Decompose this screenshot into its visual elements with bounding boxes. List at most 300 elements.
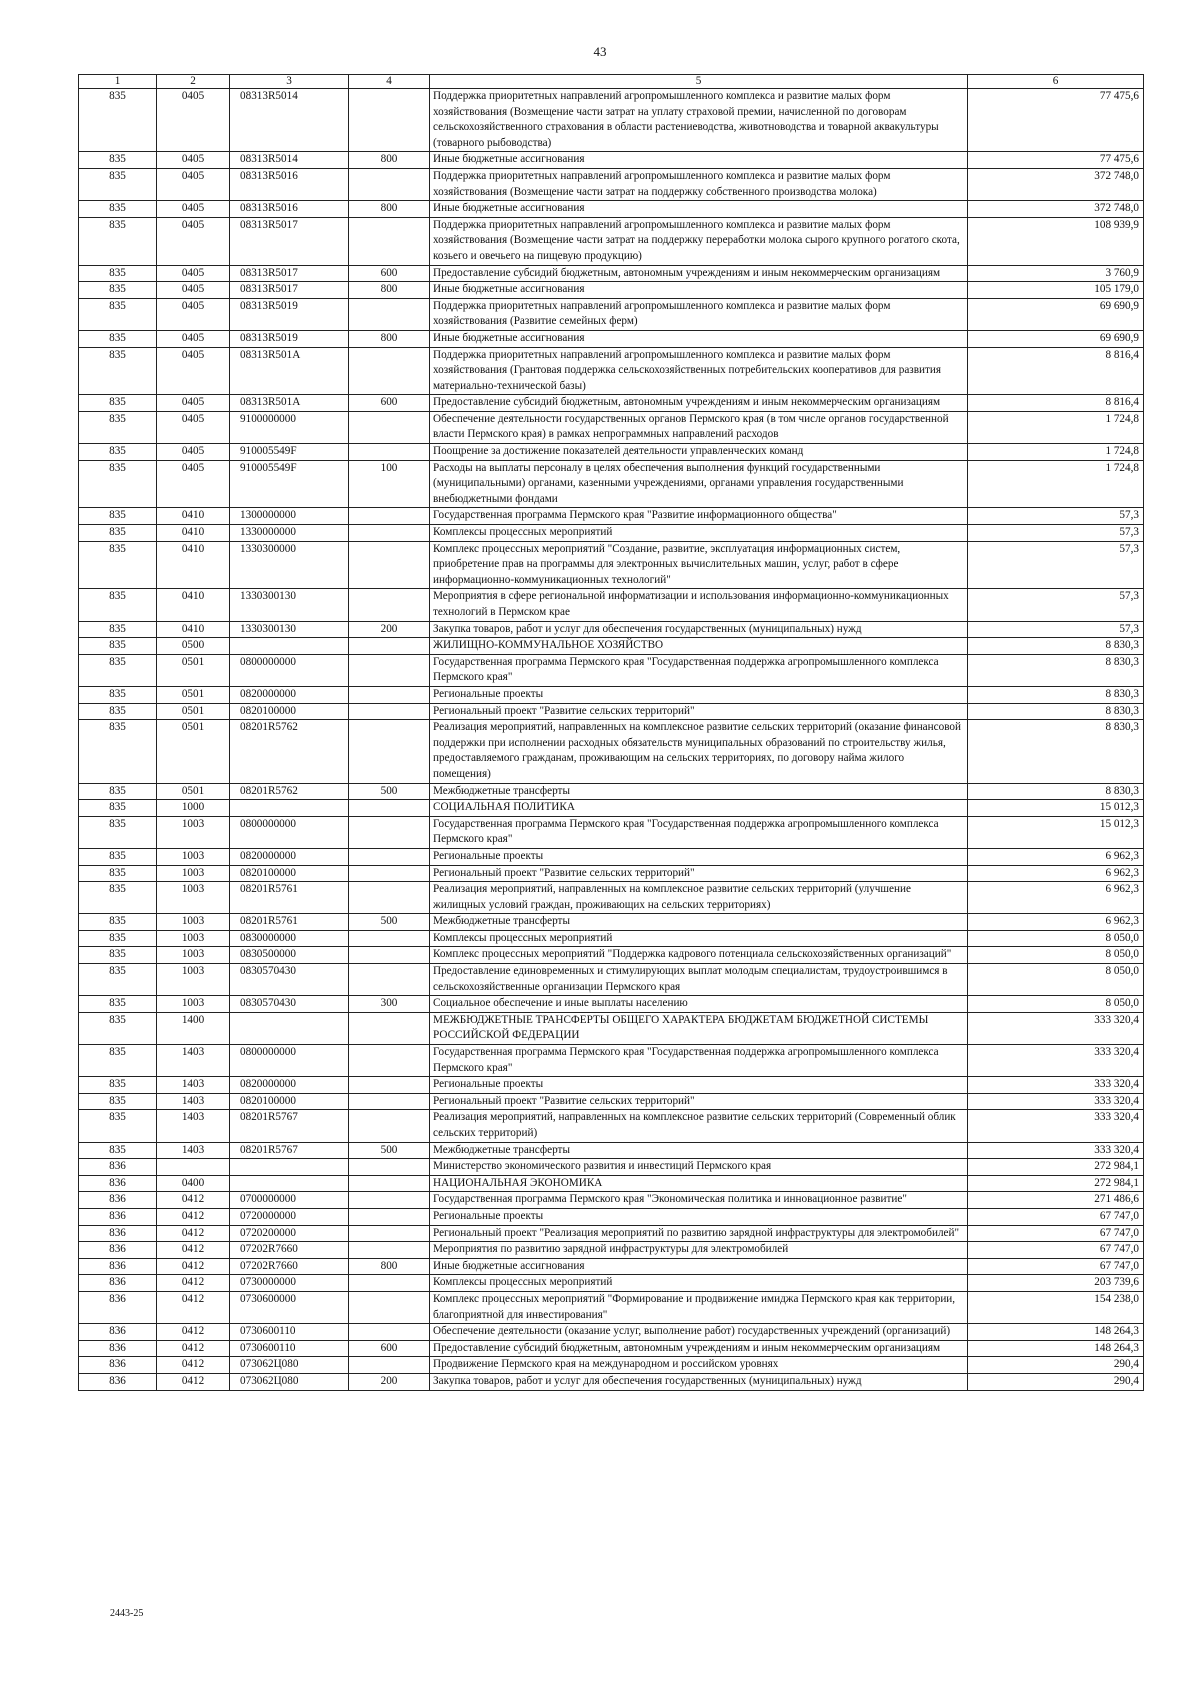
amount-cell: 1 724,8 [968, 411, 1144, 443]
ministry-code-cell: 836 [79, 1357, 157, 1374]
table-row [79, 848, 1144, 865]
column-number-row [79, 75, 1144, 89]
ministry-code-cell: 836 [79, 1373, 157, 1390]
description-cell: Региональные проекты [430, 1208, 968, 1225]
description-cell: Иные бюджетные ассигнования [430, 330, 968, 347]
target-code-cell: 073062Ц080 [230, 1357, 349, 1374]
table-row [79, 1324, 1144, 1341]
column-header: 6 [968, 75, 1144, 89]
description-cell: Комплексы процессных мероприятий [430, 930, 968, 947]
table-row [79, 168, 1144, 200]
table-body [79, 89, 1144, 1391]
section-code-cell: 0405 [157, 298, 230, 330]
expense-type-cell [349, 508, 430, 525]
amount-cell: 271 486,6 [968, 1192, 1144, 1209]
target-code-cell: 0820100000 [230, 1093, 349, 1110]
table-row [79, 914, 1144, 931]
target-code-cell: 910005549F [230, 460, 349, 508]
table-row [79, 1208, 1144, 1225]
amount-cell: 67 747,0 [968, 1242, 1144, 1259]
amount-cell: 333 320,4 [968, 1110, 1144, 1142]
expense-type-cell: 600 [349, 1340, 430, 1357]
target-code-cell: 08313R501A [230, 347, 349, 395]
section-code-cell: 0405 [157, 201, 230, 218]
table-row [79, 638, 1144, 655]
page-number: 43 [593, 44, 607, 59]
description-cell: Мероприятия в сфере региональной информатизации и использования информационно-коммуникационных технологий в Пермском крае [430, 589, 968, 621]
section-code-cell: 1400 [157, 1012, 230, 1044]
target-code-cell: 0830570430 [230, 964, 349, 996]
ministry-code-cell: 836 [79, 1291, 157, 1323]
expense-type-cell: 500 [349, 1142, 430, 1159]
description-cell: Межбюджетные трансферты [430, 914, 968, 931]
ministry-code-cell: 836 [79, 1275, 157, 1292]
section-code-cell: 0405 [157, 347, 230, 395]
section-code-cell: 0400 [157, 1175, 230, 1192]
section-code-cell: 0410 [157, 508, 230, 525]
target-code-cell: 0730600110 [230, 1340, 349, 1357]
description-cell: Иные бюджетные ассигнования [430, 282, 968, 299]
ministry-code-cell: 835 [79, 816, 157, 848]
amount-cell: 372 748,0 [968, 168, 1144, 200]
table-row [79, 1175, 1144, 1192]
expense-type-cell [349, 1077, 430, 1094]
ministry-code-cell: 835 [79, 525, 157, 542]
amount-cell: 272 984,1 [968, 1175, 1144, 1192]
ministry-code-cell: 835 [79, 298, 157, 330]
amount-cell: 6 962,3 [968, 848, 1144, 865]
expense-type-cell [349, 1208, 430, 1225]
expense-type-cell [349, 703, 430, 720]
ministry-code-cell: 836 [79, 1225, 157, 1242]
section-code-cell: 0405 [157, 282, 230, 299]
ministry-code-cell: 836 [79, 1175, 157, 1192]
amount-cell: 108 939,9 [968, 217, 1144, 265]
description-cell: Поощрение за достижение показателей деятельности управленческих команд [430, 444, 968, 461]
description-cell: Предоставление субсидий бюджетным, автономным учреждениям и иным некоммерческим организациям [430, 1340, 968, 1357]
amount-cell: 8 050,0 [968, 964, 1144, 996]
table-row [79, 800, 1144, 817]
table-row [79, 89, 1144, 152]
target-code-cell: 0820100000 [230, 703, 349, 720]
target-code-cell: 0820000000 [230, 1077, 349, 1094]
table-row [79, 816, 1144, 848]
table-row [79, 947, 1144, 964]
expense-type-cell: 800 [349, 282, 430, 299]
budget-table [78, 74, 1144, 1391]
section-code-cell: 1003 [157, 930, 230, 947]
description-cell: Реализация мероприятий, направленных на комплексное развитие сельских территорий (Современный облик сельских территорий) [430, 1110, 968, 1142]
description-cell: Государственная программа Пермского края "Государственная поддержка агропромышленного комплекса Пермского края" [430, 816, 968, 848]
description-cell: Региональный проект "Развитие сельских территорий" [430, 703, 968, 720]
target-code-cell: 1330300130 [230, 621, 349, 638]
section-code-cell [157, 1159, 230, 1176]
table-row [79, 460, 1144, 508]
expense-type-cell [349, 525, 430, 542]
target-code-cell: 1330000000 [230, 525, 349, 542]
table-row [79, 525, 1144, 542]
target-code-cell: 1330300000 [230, 541, 349, 589]
column-header: 4 [349, 75, 430, 89]
table-row [79, 1357, 1144, 1374]
description-cell: Обеспечение деятельности (оказание услуг, выполнение работ) государственных учреждений (организаций) [430, 1324, 968, 1341]
ministry-code-cell: 835 [79, 783, 157, 800]
description-cell: Предоставление субсидий бюджетным, автономным учреждениям и иным некоммерческим организациям [430, 395, 968, 412]
table-row [79, 654, 1144, 686]
table-row [79, 217, 1144, 265]
amount-cell: 333 320,4 [968, 1012, 1144, 1044]
amount-cell: 57,3 [968, 541, 1144, 589]
target-code-cell: 08313R5019 [230, 330, 349, 347]
target-code-cell [230, 1175, 349, 1192]
amount-cell: 333 320,4 [968, 1093, 1144, 1110]
ministry-code-cell: 835 [79, 996, 157, 1013]
section-code-cell: 1003 [157, 947, 230, 964]
expense-type-cell [349, 1045, 430, 1077]
section-code-cell: 0410 [157, 525, 230, 542]
target-code-cell: 08201R5762 [230, 783, 349, 800]
section-code-cell: 0412 [157, 1373, 230, 1390]
target-code-cell: 08201R5762 [230, 720, 349, 783]
section-code-cell: 0405 [157, 265, 230, 282]
table-row [79, 1373, 1144, 1390]
expense-type-cell [349, 964, 430, 996]
ministry-code-cell: 835 [79, 964, 157, 996]
ministry-code-cell: 835 [79, 444, 157, 461]
amount-cell: 6 962,3 [968, 865, 1144, 882]
amount-cell: 67 747,0 [968, 1258, 1144, 1275]
section-code-cell: 1003 [157, 865, 230, 882]
description-cell: Поддержка приоритетных направлений агропромышленного комплекса и развитие малых форм хозяйствования (Развитие семейных ферм) [430, 298, 968, 330]
description-cell: НАЦИОНАЛЬНАЯ ЭКОНОМИКА [430, 1175, 968, 1192]
section-code-cell: 0405 [157, 460, 230, 508]
table-row [79, 865, 1144, 882]
ministry-code-cell: 835 [79, 282, 157, 299]
ministry-code-cell: 835 [79, 686, 157, 703]
expense-type-cell: 800 [349, 330, 430, 347]
ministry-code-cell: 835 [79, 265, 157, 282]
table-row [79, 298, 1144, 330]
ministry-code-cell: 835 [79, 589, 157, 621]
expense-type-cell [349, 1242, 430, 1259]
section-code-cell: 0412 [157, 1242, 230, 1259]
column-header: 5 [430, 75, 968, 89]
expense-type-cell: 100 [349, 460, 430, 508]
amount-cell: 272 984,1 [968, 1159, 1144, 1176]
amount-cell: 148 264,3 [968, 1324, 1144, 1341]
expense-type-cell [349, 800, 430, 817]
table-row [79, 882, 1144, 914]
amount-cell: 290,4 [968, 1373, 1144, 1390]
target-code-cell: 0800000000 [230, 1045, 349, 1077]
expense-type-cell: 600 [349, 395, 430, 412]
amount-cell: 8 050,0 [968, 996, 1144, 1013]
section-code-cell: 1403 [157, 1077, 230, 1094]
section-code-cell: 0405 [157, 89, 230, 152]
table-row [79, 1077, 1144, 1094]
expense-type-cell [349, 1159, 430, 1176]
table-row [79, 1159, 1144, 1176]
target-code-cell [230, 800, 349, 817]
description-cell: Обеспечение деятельности государственных органов Пермского края (в том числе органов государственной власти Пермского края) в рамках непрограммных направлений расходов [430, 411, 968, 443]
description-cell: Государственная программа Пермского края "Развитие информационного общества" [430, 508, 968, 525]
amount-cell: 77 475,6 [968, 89, 1144, 152]
target-code-cell: 0820100000 [230, 865, 349, 882]
ministry-code-cell: 835 [79, 1077, 157, 1094]
amount-cell: 6 962,3 [968, 882, 1144, 914]
target-code-cell: 08313R5019 [230, 298, 349, 330]
description-cell: Предоставление единовременных и стимулирующих выплат молодым специалистам, трудоустроившимся в сельскохозяйственные организации Пермского края [430, 964, 968, 996]
section-code-cell: 0405 [157, 168, 230, 200]
expense-type-cell [349, 1225, 430, 1242]
amount-cell: 290,4 [968, 1357, 1144, 1374]
amount-cell: 8 830,3 [968, 686, 1144, 703]
expense-type-cell [349, 720, 430, 783]
ministry-code-cell: 835 [79, 914, 157, 931]
amount-cell: 1 724,8 [968, 460, 1144, 508]
expense-type-cell [349, 444, 430, 461]
amount-cell: 333 320,4 [968, 1045, 1144, 1077]
amount-cell: 77 475,6 [968, 152, 1144, 169]
expense-type-cell [349, 541, 430, 589]
description-cell: Реализация мероприятий, направленных на комплексное развитие сельских территорий (улучшение жилищных условий граждан, проживающих на сельских территориях) [430, 882, 968, 914]
target-code-cell: 0830570430 [230, 996, 349, 1013]
target-code-cell: 07202R7660 [230, 1258, 349, 1275]
target-code-cell: 08313R501A [230, 395, 349, 412]
table-row [79, 282, 1144, 299]
amount-cell: 203 739,6 [968, 1275, 1144, 1292]
table-row [79, 265, 1144, 282]
section-code-cell: 0412 [157, 1258, 230, 1275]
ministry-code-cell: 835 [79, 638, 157, 655]
ministry-code-cell: 835 [79, 347, 157, 395]
description-cell: Комплекс процессных мероприятий "Поддержка кадрового потенциала сельскохозяйственных организаций" [430, 947, 968, 964]
amount-cell: 3 760,9 [968, 265, 1144, 282]
expense-type-cell: 300 [349, 996, 430, 1013]
expense-type-cell [349, 848, 430, 865]
section-code-cell: 0410 [157, 541, 230, 589]
table-row [79, 541, 1144, 589]
section-code-cell: 0405 [157, 152, 230, 169]
description-cell: Реализация мероприятий, направленных на комплексное развитие сельских территорий (оказание финансовой поддержки при исполнении расходных обязательств муниципальных образований по строительству жилья, предоставляемого гражданам, проживающим на сельских территориях, по договору найма жилого помещения) [430, 720, 968, 783]
target-code-cell: 9100000000 [230, 411, 349, 443]
amount-cell: 372 748,0 [968, 201, 1144, 218]
section-code-cell: 0412 [157, 1208, 230, 1225]
amount-cell: 69 690,9 [968, 330, 1144, 347]
column-header: 2 [157, 75, 230, 89]
section-code-cell: 0501 [157, 654, 230, 686]
amount-cell: 8 830,3 [968, 638, 1144, 655]
ministry-code-cell: 835 [79, 152, 157, 169]
table-row [79, 444, 1144, 461]
section-code-cell: 0405 [157, 217, 230, 265]
ministry-code-cell: 835 [79, 621, 157, 638]
ministry-code-cell: 835 [79, 882, 157, 914]
section-code-cell: 1403 [157, 1093, 230, 1110]
table-row [79, 1242, 1144, 1259]
target-code-cell [230, 1159, 349, 1176]
amount-cell: 57,3 [968, 589, 1144, 621]
expense-type-cell [349, 168, 430, 200]
description-cell: Комплексы процессных мероприятий [430, 1275, 968, 1292]
expense-type-cell [349, 1175, 430, 1192]
expense-type-cell [349, 1324, 430, 1341]
document-code: 2443-25 [110, 1608, 144, 1619]
ministry-code-cell: 835 [79, 1110, 157, 1142]
target-code-cell: 08313R5017 [230, 217, 349, 265]
ministry-code-cell: 836 [79, 1258, 157, 1275]
expense-type-cell: 500 [349, 914, 430, 931]
target-code-cell: 08201R5767 [230, 1110, 349, 1142]
description-cell: Комплекс процессных мероприятий "Формирование и продвижение имиджа Пермского края как территории, благоприятной для инвестирования" [430, 1291, 968, 1323]
description-cell: Региональный проект "Развитие сельских территорий" [430, 865, 968, 882]
target-code-cell: 08313R5016 [230, 168, 349, 200]
table-row [79, 1258, 1144, 1275]
target-code-cell: 0730600000 [230, 1291, 349, 1323]
description-cell: Государственная программа Пермского края "Экономическая политика и инновационное развитие" [430, 1192, 968, 1209]
description-cell: Региональный проект "Реализация мероприятий по развитию зарядной инфраструктуры для электромобилей" [430, 1225, 968, 1242]
target-code-cell: 0720000000 [230, 1208, 349, 1225]
table-row [79, 703, 1144, 720]
description-cell: Продвижение Пермского края на международном и российском уровнях [430, 1357, 968, 1374]
table-row [79, 930, 1144, 947]
table-row [79, 1110, 1144, 1142]
table-row [79, 508, 1144, 525]
description-cell: Поддержка приоритетных направлений агропромышленного комплекса и развитие малых форм хозяйствования (Грантовая поддержка сельскохозяйственных потребительских кооперативов для развития материально-технической базы) [430, 347, 968, 395]
description-cell: Межбюджетные трансферты [430, 783, 968, 800]
ministry-code-cell: 835 [79, 654, 157, 686]
target-code-cell: 0730600110 [230, 1324, 349, 1341]
section-code-cell: 1003 [157, 914, 230, 931]
description-cell: Иные бюджетные ассигнования [430, 152, 968, 169]
column-header: 3 [230, 75, 349, 89]
target-code-cell: 0720200000 [230, 1225, 349, 1242]
amount-cell: 105 179,0 [968, 282, 1144, 299]
expense-type-cell [349, 411, 430, 443]
amount-cell: 8 830,3 [968, 783, 1144, 800]
section-code-cell: 0412 [157, 1225, 230, 1242]
section-code-cell: 0501 [157, 720, 230, 783]
expense-type-cell [349, 347, 430, 395]
description-cell: Иные бюджетные ассигнования [430, 1258, 968, 1275]
table-row [79, 1225, 1144, 1242]
section-code-cell: 0410 [157, 589, 230, 621]
target-code-cell: 0800000000 [230, 654, 349, 686]
section-code-cell: 1003 [157, 882, 230, 914]
amount-cell: 67 747,0 [968, 1208, 1144, 1225]
target-code-cell: 1300000000 [230, 508, 349, 525]
expense-type-cell: 600 [349, 265, 430, 282]
description-cell: Региональный проект "Развитие сельских территорий" [430, 1093, 968, 1110]
description-cell: Государственная программа Пермского края "Государственная поддержка агропромышленного комплекса Пермского края" [430, 1045, 968, 1077]
ministry-code-cell: 835 [79, 541, 157, 589]
table-row [79, 1291, 1144, 1323]
description-cell: Социальное обеспечение и иные выплаты населению [430, 996, 968, 1013]
target-code-cell: 0700000000 [230, 1192, 349, 1209]
table-row [79, 330, 1144, 347]
section-code-cell: 0412 [157, 1324, 230, 1341]
amount-cell: 57,3 [968, 621, 1144, 638]
amount-cell: 69 690,9 [968, 298, 1144, 330]
amount-cell: 148 264,3 [968, 1340, 1144, 1357]
ministry-code-cell: 835 [79, 865, 157, 882]
section-code-cell: 1003 [157, 848, 230, 865]
target-code-cell: 0830500000 [230, 947, 349, 964]
target-code-cell: 0820000000 [230, 848, 349, 865]
target-code-cell [230, 638, 349, 655]
section-code-cell: 0405 [157, 411, 230, 443]
table-row [79, 1142, 1144, 1159]
expense-type-cell [349, 865, 430, 882]
table-row [79, 783, 1144, 800]
section-code-cell: 1003 [157, 996, 230, 1013]
section-code-cell: 1403 [157, 1142, 230, 1159]
target-code-cell: 08313R5017 [230, 265, 349, 282]
ministry-code-cell: 835 [79, 1045, 157, 1077]
description-cell: Государственная программа Пермского края "Государственная поддержка агропромышленного комплекса Пермского края" [430, 654, 968, 686]
expense-type-cell: 200 [349, 621, 430, 638]
section-code-cell: 1003 [157, 964, 230, 996]
table-row [79, 589, 1144, 621]
expense-type-cell [349, 89, 430, 152]
description-cell: Министерство экономического развития и инвестиций Пермского края [430, 1159, 968, 1176]
expense-type-cell [349, 1357, 430, 1374]
description-cell: Поддержка приоритетных направлений агропромышленного комплекса и развитие малых форм хозяйствования (Возмещение части затрат на поддержку переработки молока сырого крупного рогатого скота, козьего и овечьего на пищевую продукцию) [430, 217, 968, 265]
target-code-cell: 08313R5017 [230, 282, 349, 299]
table-row [79, 720, 1144, 783]
amount-cell: 67 747,0 [968, 1225, 1144, 1242]
ministry-code-cell: 836 [79, 1340, 157, 1357]
section-code-cell: 0412 [157, 1192, 230, 1209]
target-code-cell: 08201R5761 [230, 914, 349, 931]
table-row [79, 1192, 1144, 1209]
expense-type-cell [349, 930, 430, 947]
section-code-cell: 1403 [157, 1045, 230, 1077]
table-row [79, 1012, 1144, 1044]
amount-cell: 8 816,4 [968, 347, 1144, 395]
target-code-cell: 0800000000 [230, 816, 349, 848]
target-code-cell: 0820000000 [230, 686, 349, 703]
target-code-cell: 08313R5016 [230, 201, 349, 218]
amount-cell: 57,3 [968, 508, 1144, 525]
expense-type-cell [349, 638, 430, 655]
expense-type-cell: 200 [349, 1373, 430, 1390]
description-cell: МЕЖБЮДЖЕТНЫЕ ТРАНСФЕРТЫ ОБЩЕГО ХАРАКТЕРА БЮДЖЕТАМ БЮДЖЕТНОЙ СИСТЕМЫ РОССИЙСКОЙ ФЕДЕРАЦИИ [430, 1012, 968, 1044]
description-cell: Межбюджетные трансферты [430, 1142, 968, 1159]
amount-cell: 1 724,8 [968, 444, 1144, 461]
description-cell: Региональные проекты [430, 1077, 968, 1094]
ministry-code-cell: 835 [79, 201, 157, 218]
amount-cell: 57,3 [968, 525, 1144, 542]
target-code-cell: 08201R5767 [230, 1142, 349, 1159]
ministry-code-cell: 835 [79, 1093, 157, 1110]
budget-table-container [78, 74, 1143, 1391]
ministry-code-cell: 835 [79, 930, 157, 947]
table-row [79, 1093, 1144, 1110]
description-cell: Региональные проекты [430, 848, 968, 865]
description-cell: Расходы на выплаты персоналу в целях обеспечения выполнения функций государственными (муниципальными) органами, казенными учреждениями, органами управления государственными внебюджетными фондами [430, 460, 968, 508]
target-code-cell: 07202R7660 [230, 1242, 349, 1259]
expense-type-cell [349, 1275, 430, 1292]
section-code-cell: 0412 [157, 1340, 230, 1357]
ministry-code-cell: 835 [79, 720, 157, 783]
ministry-code-cell: 835 [79, 508, 157, 525]
description-cell: СОЦИАЛЬНАЯ ПОЛИТИКА [430, 800, 968, 817]
section-code-cell: 1003 [157, 816, 230, 848]
table-row [79, 1275, 1144, 1292]
section-code-cell: 0405 [157, 444, 230, 461]
table-row [79, 347, 1144, 395]
